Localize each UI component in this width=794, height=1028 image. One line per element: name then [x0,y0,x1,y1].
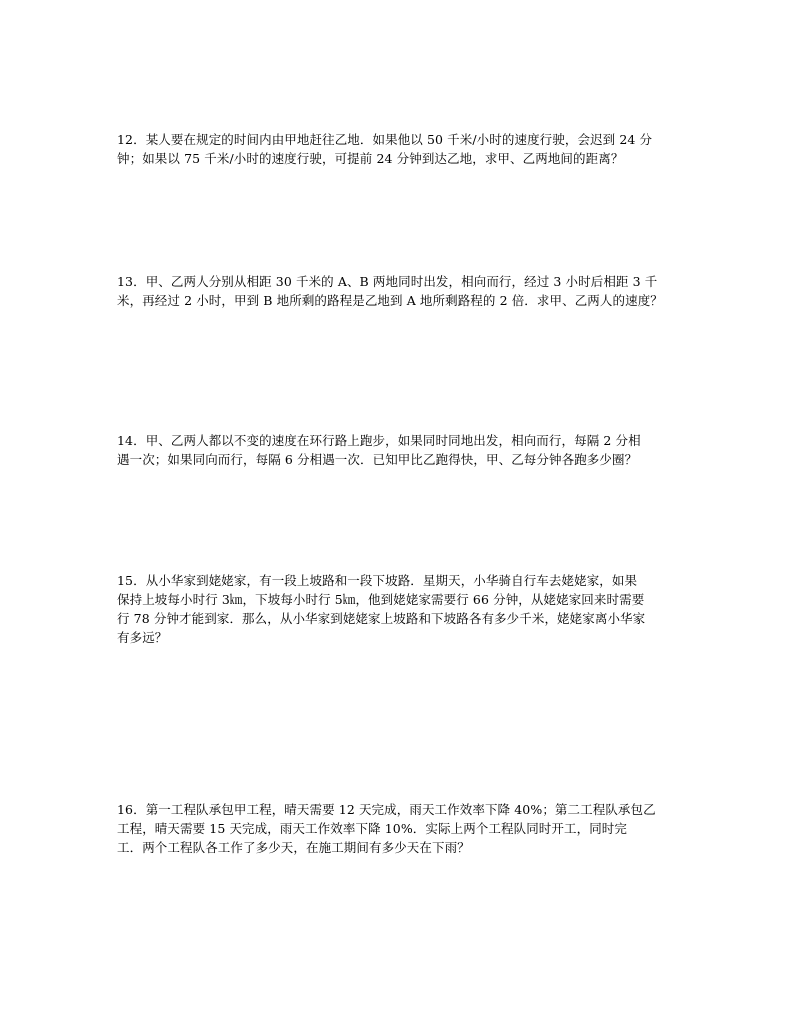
problem-12 [117,130,692,168]
problem-13-line-1: 13．甲、乙两人分别从相距 30 千米的 A、B 两地同时出发，相向而行，经过 3 小时后相距 3 千 [117,274,658,289]
problem-12-line-1: 12．某人要在规定的时间内由甲地赶往乙地．如果他以 50 千米/小时的速度行驶，会迟到 24 分 [117,132,653,147]
problem-14-line-2: 遇一次；如果同向而行，每隔 6 分相遇一次．已知甲比乙跑得快，甲、乙每分钟各跑多少圈？ [117,452,638,467]
problem-14-line-1: 14．甲、乙两人都以不变的速度在环行路上跑步，如果同时同地出发，相向而行，每隔 2 分相 [117,433,641,448]
problem-15-line-1: 15．从小华家到姥姥家，有一段上坡路和一段下坡路．星期天，小华骑自行车去姥姥家，如果 [117,573,638,588]
problem-14 [117,431,692,469]
problem-15 [117,571,692,647]
problem-15-line-3: 行 78 分钟才能到家．那么，从小华家到姥姥家上坡路和下坡路各有多少千米，姥姥家离小华家 [117,611,646,626]
problem-16-line-3: 工．两个工程队各工作了多少天，在施工期间有多少天在下雨？ [117,840,470,855]
problem-12-line-2: 钟；如果以 75 千米/小时的速度行驶，可提前 24 分钟到达乙地，求甲、乙两地间的距离？ [117,151,624,166]
problem-13-line-2: 米，再经过 2 小时，甲到 B 地所剩的路程是乙地到 A 地所剩路程的 2 倍．求甲、乙两人的速度？ [117,293,663,308]
problem-16 [117,800,692,857]
problem-15-line-4: 有多远？ [117,630,168,645]
problem-16-line-1: 16．第一工程队承包甲工程，晴天需要 12 天完成，雨天工作效率下降 40%；第二工程队承包乙 [117,802,656,817]
problem-16-line-2: 工程，晴天需要 15 天完成，雨天工作效率下降 10%．实际上两个工程队同时开工，同时完 [117,821,628,836]
problem-13 [117,272,692,310]
problem-15-line-2: 保持上坡每小时行 3㎞，下坡每小时行 5㎞，他到姥姥家需要行 66 分钟，从姥姥家回来时需要 [117,592,645,607]
